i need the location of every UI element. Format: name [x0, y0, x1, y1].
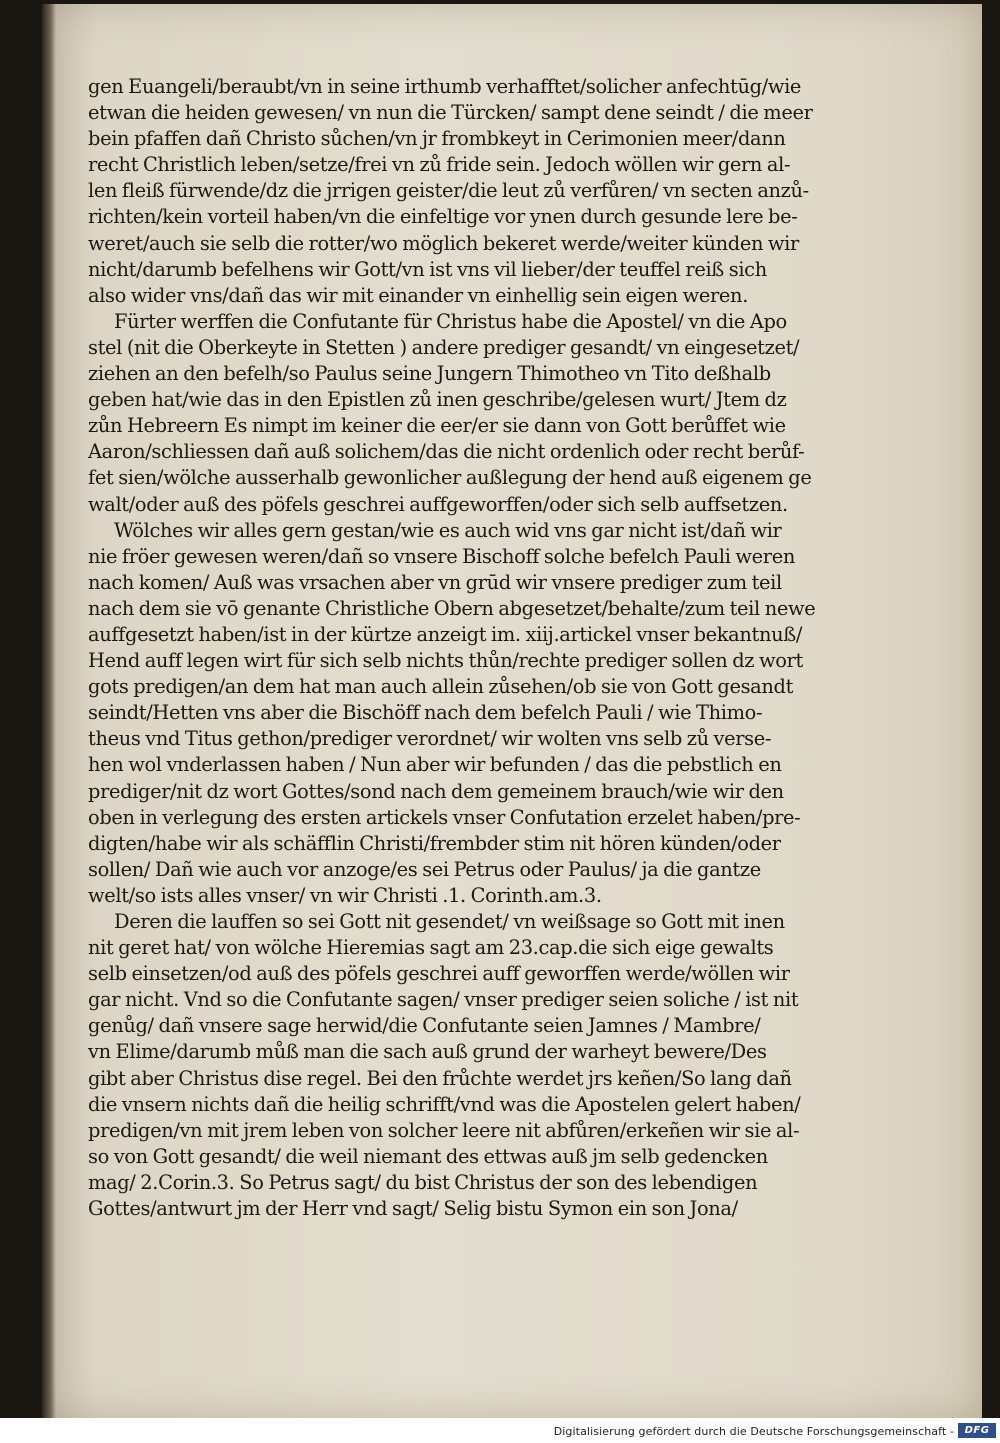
- text-line: welt/so ists alles vnser/ vn wir Christi .1. Corinth.am.3.: [88, 883, 602, 907]
- text-line: stel (nit die Oberkeyte in Stetten ) andere prediger gesandt/ vn eingesetzet/: [88, 335, 800, 359]
- text-line: nach komen/ Auß was vrsachen aber vn grūd wir vnsere prediger zum teil: [88, 570, 782, 594]
- text-line: auffgesetzt haben/ist in der kürtze anzeigt im. xiij.artickel vnser bekantnuß/: [88, 622, 803, 646]
- text-line: Hend auff legen wirt für sich selb nichts thůn/rechte prediger sollen dz wort: [88, 649, 803, 673]
- page-gutter: [42, 4, 56, 1418]
- paragraph-start-line: Fürter werffen die Confutante für Christus habe die Apostel/ vn die Apo: [114, 309, 787, 333]
- text-line: fet sien/wölche ausserhalb gewonlicher außlegung der hend auß eigenem ge: [88, 466, 812, 490]
- text-line: gar nicht. Vnd so die Confutante sagen/ vnser prediger seien soliche / ist nit: [88, 988, 799, 1012]
- text-line: oben in verlegung des ersten artickels vnser Confutation erzelet haben/pre-: [88, 805, 801, 829]
- text-line: hen wol vnderlassen haben / Nun aber wir befunden / das die pebstlich en: [88, 753, 782, 777]
- text-line: bein pfaffen dañ Christo sůchen/vn jr frombkeyt in Cerimonien meer/dann: [88, 127, 786, 151]
- text-line: digten/habe wir als schäfflin Christi/frembder stim nit hören künden/oder: [88, 831, 781, 855]
- page-text: [88, 74, 903, 1222]
- text-line: gots predigen/an dem hat man auch allein zůsehen/ob sie von Gott gesandt: [88, 675, 794, 699]
- text-line: also wider vns/dañ das wir mit einander vn einhellig sein eigen weren.: [88, 283, 749, 307]
- text-line: nach dem sie vō genante Christliche Obern abgesetzet/behalte/zum teil newe: [88, 596, 816, 620]
- text-line: gibt aber Christus dise regel. Bei den frůchte werdet jrs keñen/So lang dañ: [88, 1066, 792, 1090]
- text-line: etwan die heiden gewesen/ vn nun die Türcken/ sampt dene seindt / die meer: [88, 101, 813, 125]
- text-line: genůg/ dañ vnsere sage herwid/die Confutante seien Jamnes / Mambre/: [88, 1014, 761, 1038]
- text-line: mag/ 2.Corin.3. So Petrus sagt/ du bist Christus der son des lebendigen: [88, 1170, 758, 1194]
- digitization-footer: [0, 1418, 1000, 1443]
- text-line: walt/oder auß des pöfels geschrei auffgeworffen/oder sich selb auffsetzen.: [88, 492, 788, 516]
- text-line: weret/auch sie selb die rotter/wo möglich bekeret werde/weiter künden wir: [88, 231, 799, 255]
- text-line: so von Gott gesandt/ die weil niemant des ettwas auß jm selb gedencken: [88, 1144, 768, 1168]
- text-line: richten/kein vorteil haben/vn die einfeltige vor ynen durch gesunde lere be-: [88, 205, 798, 229]
- text-line: selb einsetzen/od auß des pöfels geschrei auff geworffen werde/wöllen wir: [88, 962, 790, 986]
- text-line: nit geret hat/ von wölche Hieremias sagt am 23.cap.die sich eige gewalts: [88, 936, 774, 960]
- text-line: sollen/ Dañ wie auch vor anzoge/es sei Petrus oder Paulus/ ja die gantze: [88, 857, 761, 881]
- text-line: ziehen an den befelh/so Paulus seine Jungern Thimotheo vn Tito deßhalb: [88, 362, 771, 386]
- funding-credit: Digitalisierung gefördert durch die Deutsche Forschungsgemeinschaft -: [553, 1425, 954, 1438]
- text-line: theus vnd Titus gethon/prediger verordnet/ wir wolten vns selb zů verse-: [88, 727, 772, 751]
- text-line: die vnsern nichts dañ die heilig schrifft/vnd was die Apostelen gelert haben/: [88, 1092, 801, 1116]
- text-line: zůn Hebreern Es nimpt im keiner die eer/er sie dann von Gott berůffet wie: [88, 414, 786, 438]
- text-line: Gottes/antwurt jm der Herr vnd sagt/ Selig bistu Symon ein son Jona/: [88, 1197, 738, 1221]
- paragraph-start-line: Deren die lauffen so sei Gott nit gesendet/ vn weißsage so Gott mit inen: [114, 910, 785, 933]
- text-line: predigen/vn mit jrem leben von solcher leere nit abfůren/erkeñen wir sie al-: [88, 1118, 800, 1142]
- text-line: vn Elime/darumb můß man die sach auß grund der warheyt bewere/Des: [88, 1040, 767, 1064]
- text-line: nie fröer gewesen weren/dañ so vnsere Bischoff solche befelch Pauli weren: [88, 544, 795, 568]
- text-line: gen Euangeli/beraubt/vn in seine irthumb verhafftet/solicher anfechtūg/wie: [88, 75, 802, 98]
- text-line: recht Christlich leben/setze/frei vn zů fride sein. Jedoch wöllen wir gern al-: [88, 153, 791, 177]
- text-line: seindt/Hetten vns aber die Bischöff nach dem befelch Pauli / wie Thimo-: [88, 701, 763, 725]
- text-line: nicht/darumb befelhens wir Gott/vn ist vns vil lieber/der teuffel reiß sich: [88, 257, 767, 281]
- text-line: len fleiß fürwende/dz die jrrigen geister/die leut zů verfůren/ vn secten anzů-: [88, 179, 809, 203]
- book-page: [42, 4, 982, 1418]
- text-line: Aaron/schliessen dañ auß solichem/das die nicht ordenlich oder recht berůf-: [88, 440, 805, 464]
- text-line: geben hat/wie das in den Epistlen zů inen geschribe/gelesen wurt/ Jtem dz: [88, 388, 787, 412]
- dfg-logo-icon: DFG: [958, 1423, 996, 1438]
- paragraph-start-line: Wölches wir alles gern gestan/wie es auch wid vns gar nicht ist/dañ wir: [114, 518, 782, 542]
- text-line: prediger/nit dz wort Gottes/sond nach dem gemeinem brauch/wie wir den: [88, 779, 784, 803]
